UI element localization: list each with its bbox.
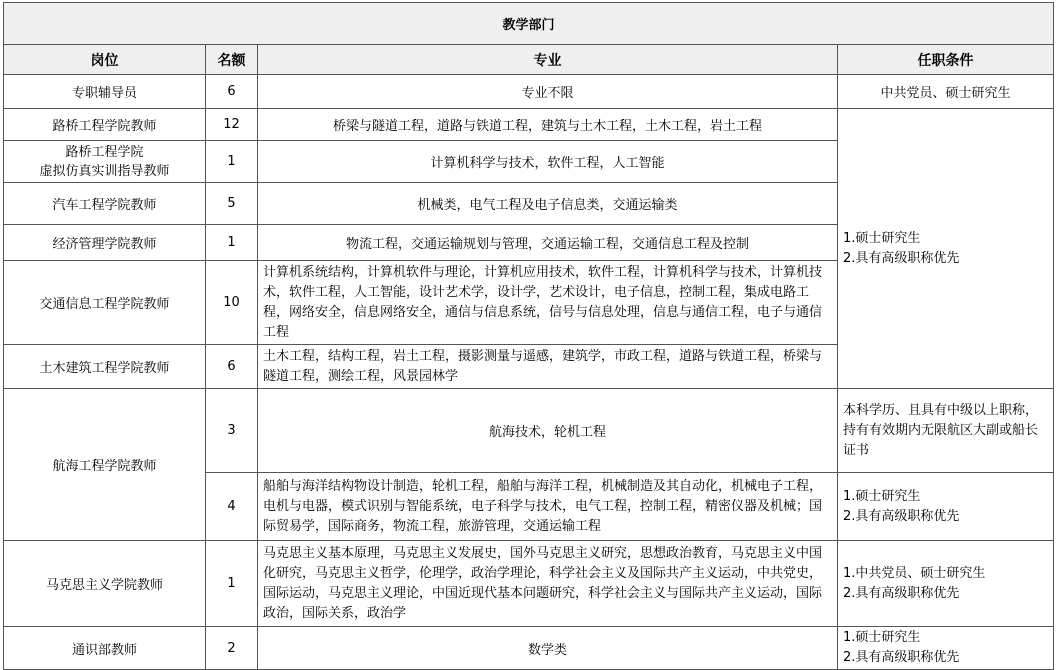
table-title: 教学部门 xyxy=(4,3,1054,45)
requirement-line: 1.中共党员、硕士研究生 xyxy=(843,565,986,581)
requirement-cell: 本科学历、且具有中级以上职称，持有有效期内无限航区大副或船长证书 xyxy=(838,389,1054,473)
requirement-line: 2.具有高级职称优先 xyxy=(843,250,960,266)
major-cell: 专业不限 xyxy=(258,75,838,109)
quota-cell: 5 xyxy=(206,183,258,225)
quota-cell: 1 xyxy=(206,141,258,183)
quota-cell: 3 xyxy=(206,389,258,473)
position-line: 虚拟仿真实训指导教师 xyxy=(39,163,170,179)
shared-requirement-cell xyxy=(838,109,1054,389)
major-cell: 机械类，电气工程及电子信息类，交通运输类 xyxy=(258,183,838,225)
major-cell: 航海技术，轮机工程 xyxy=(258,389,838,473)
requirement-cell xyxy=(838,473,1054,541)
position-cell: 路桥工程学院教师 xyxy=(4,109,206,141)
requirement-cell: 中共党员、硕士研究生 xyxy=(838,75,1054,109)
position-cell: 土木建筑工程学院教师 xyxy=(4,345,206,389)
table-row xyxy=(4,541,1054,627)
quota-cell: 2 xyxy=(206,627,258,670)
position-cell: 经济管理学院教师 xyxy=(4,225,206,261)
table-row xyxy=(4,389,1054,473)
quota-cell: 4 xyxy=(206,473,258,541)
position-line: 路桥工程学院 xyxy=(65,144,144,160)
major-cell: 船舶与海洋结构物设计制造，轮机工程，船舶与海洋工程，机械制造及其自动化，机械电子工程，电机与电器，模式识别与智能系统，电子科学与技术，电气工程，控制工程，精密仪器及机械；国际贸易学，国际商务，物流工程，旅游管理，交通运输工程 xyxy=(258,473,838,541)
position-cell: 专职辅导员 xyxy=(4,75,206,109)
quota-cell: 6 xyxy=(206,345,258,389)
quota-cell: 1 xyxy=(206,225,258,261)
major-cell: 马克思主义基本原理，马克思主义发展史，国外马克思主义研究，思想政治教育，马克思主义中国化研究，马克思主义哲学，伦理学，政治学理论，科学社会主义及国际共产主义运动，中共党史，国际运动，马克思主义理论，中国近现代基本问题研究，科学社会主义与国际共产主义运动，国际政治，国际关系，政治学 xyxy=(258,541,838,627)
requirement-line: 1.硕士研究生 xyxy=(843,630,921,645)
requirement-line: 2.具有高级职称优先 xyxy=(843,650,960,665)
header-requirements: 任职条件 xyxy=(838,45,1054,75)
quota-cell: 1 xyxy=(206,541,258,627)
table-row xyxy=(4,75,1054,109)
table-row xyxy=(4,109,1054,141)
requirement-line: 1.硕士研究生 xyxy=(843,230,921,246)
quota-cell: 10 xyxy=(206,261,258,345)
requirement-line: 1.硕士研究生 xyxy=(843,488,921,504)
recruitment-table xyxy=(3,2,1054,670)
requirement-line: 2.具有高级职称优先 xyxy=(843,585,960,601)
position-cell: 交通信息工程学院教师 xyxy=(4,261,206,345)
major-cell: 计算机系统结构，计算机软件与理论，计算机应用技术，软件工程，计算机科学与技术，计算机技术，软件工程，人工智能，设计艺术学，设计学，艺术设计，电子信息，控制工程，集成电路工程，网络安全，信息网络安全，通信与信息系统，信号与信息处理，信息与通信工程，电子与通信工程 xyxy=(258,261,838,345)
position-cell: 汽车工程学院教师 xyxy=(4,183,206,225)
position-cell: 通识部教师 xyxy=(4,627,206,670)
requirement-line: 2.具有高级职称优先 xyxy=(843,508,960,524)
requirement-cell xyxy=(838,627,1054,670)
major-cell: 土木工程，结构工程，岩土工程，摄影测量与遥感，建筑学，市政工程，道路与铁道工程，桥梁与隧道工程，测绘工程，风景园林学 xyxy=(258,345,838,389)
quota-cell: 12 xyxy=(206,109,258,141)
major-cell: 数学类 xyxy=(258,627,838,670)
position-cell xyxy=(4,141,206,183)
table-row xyxy=(4,627,1054,670)
position-cell: 马克思主义学院教师 xyxy=(4,541,206,627)
quota-cell: 6 xyxy=(206,75,258,109)
requirement-cell xyxy=(838,541,1054,627)
major-cell: 计算机科学与技术，软件工程，人工智能 xyxy=(258,141,838,183)
header-position: 岗位 xyxy=(4,45,206,75)
position-cell: 航海工程学院教师 xyxy=(4,389,206,541)
header-major: 专业 xyxy=(258,45,838,75)
major-cell: 物流工程，交通运输规划与管理，交通运输工程，交通信息工程及控制 xyxy=(258,225,838,261)
major-cell: 桥梁与隧道工程，道路与铁道工程，建筑与土木工程，土木工程，岩土工程 xyxy=(258,109,838,141)
header-quota: 名额 xyxy=(206,45,258,75)
